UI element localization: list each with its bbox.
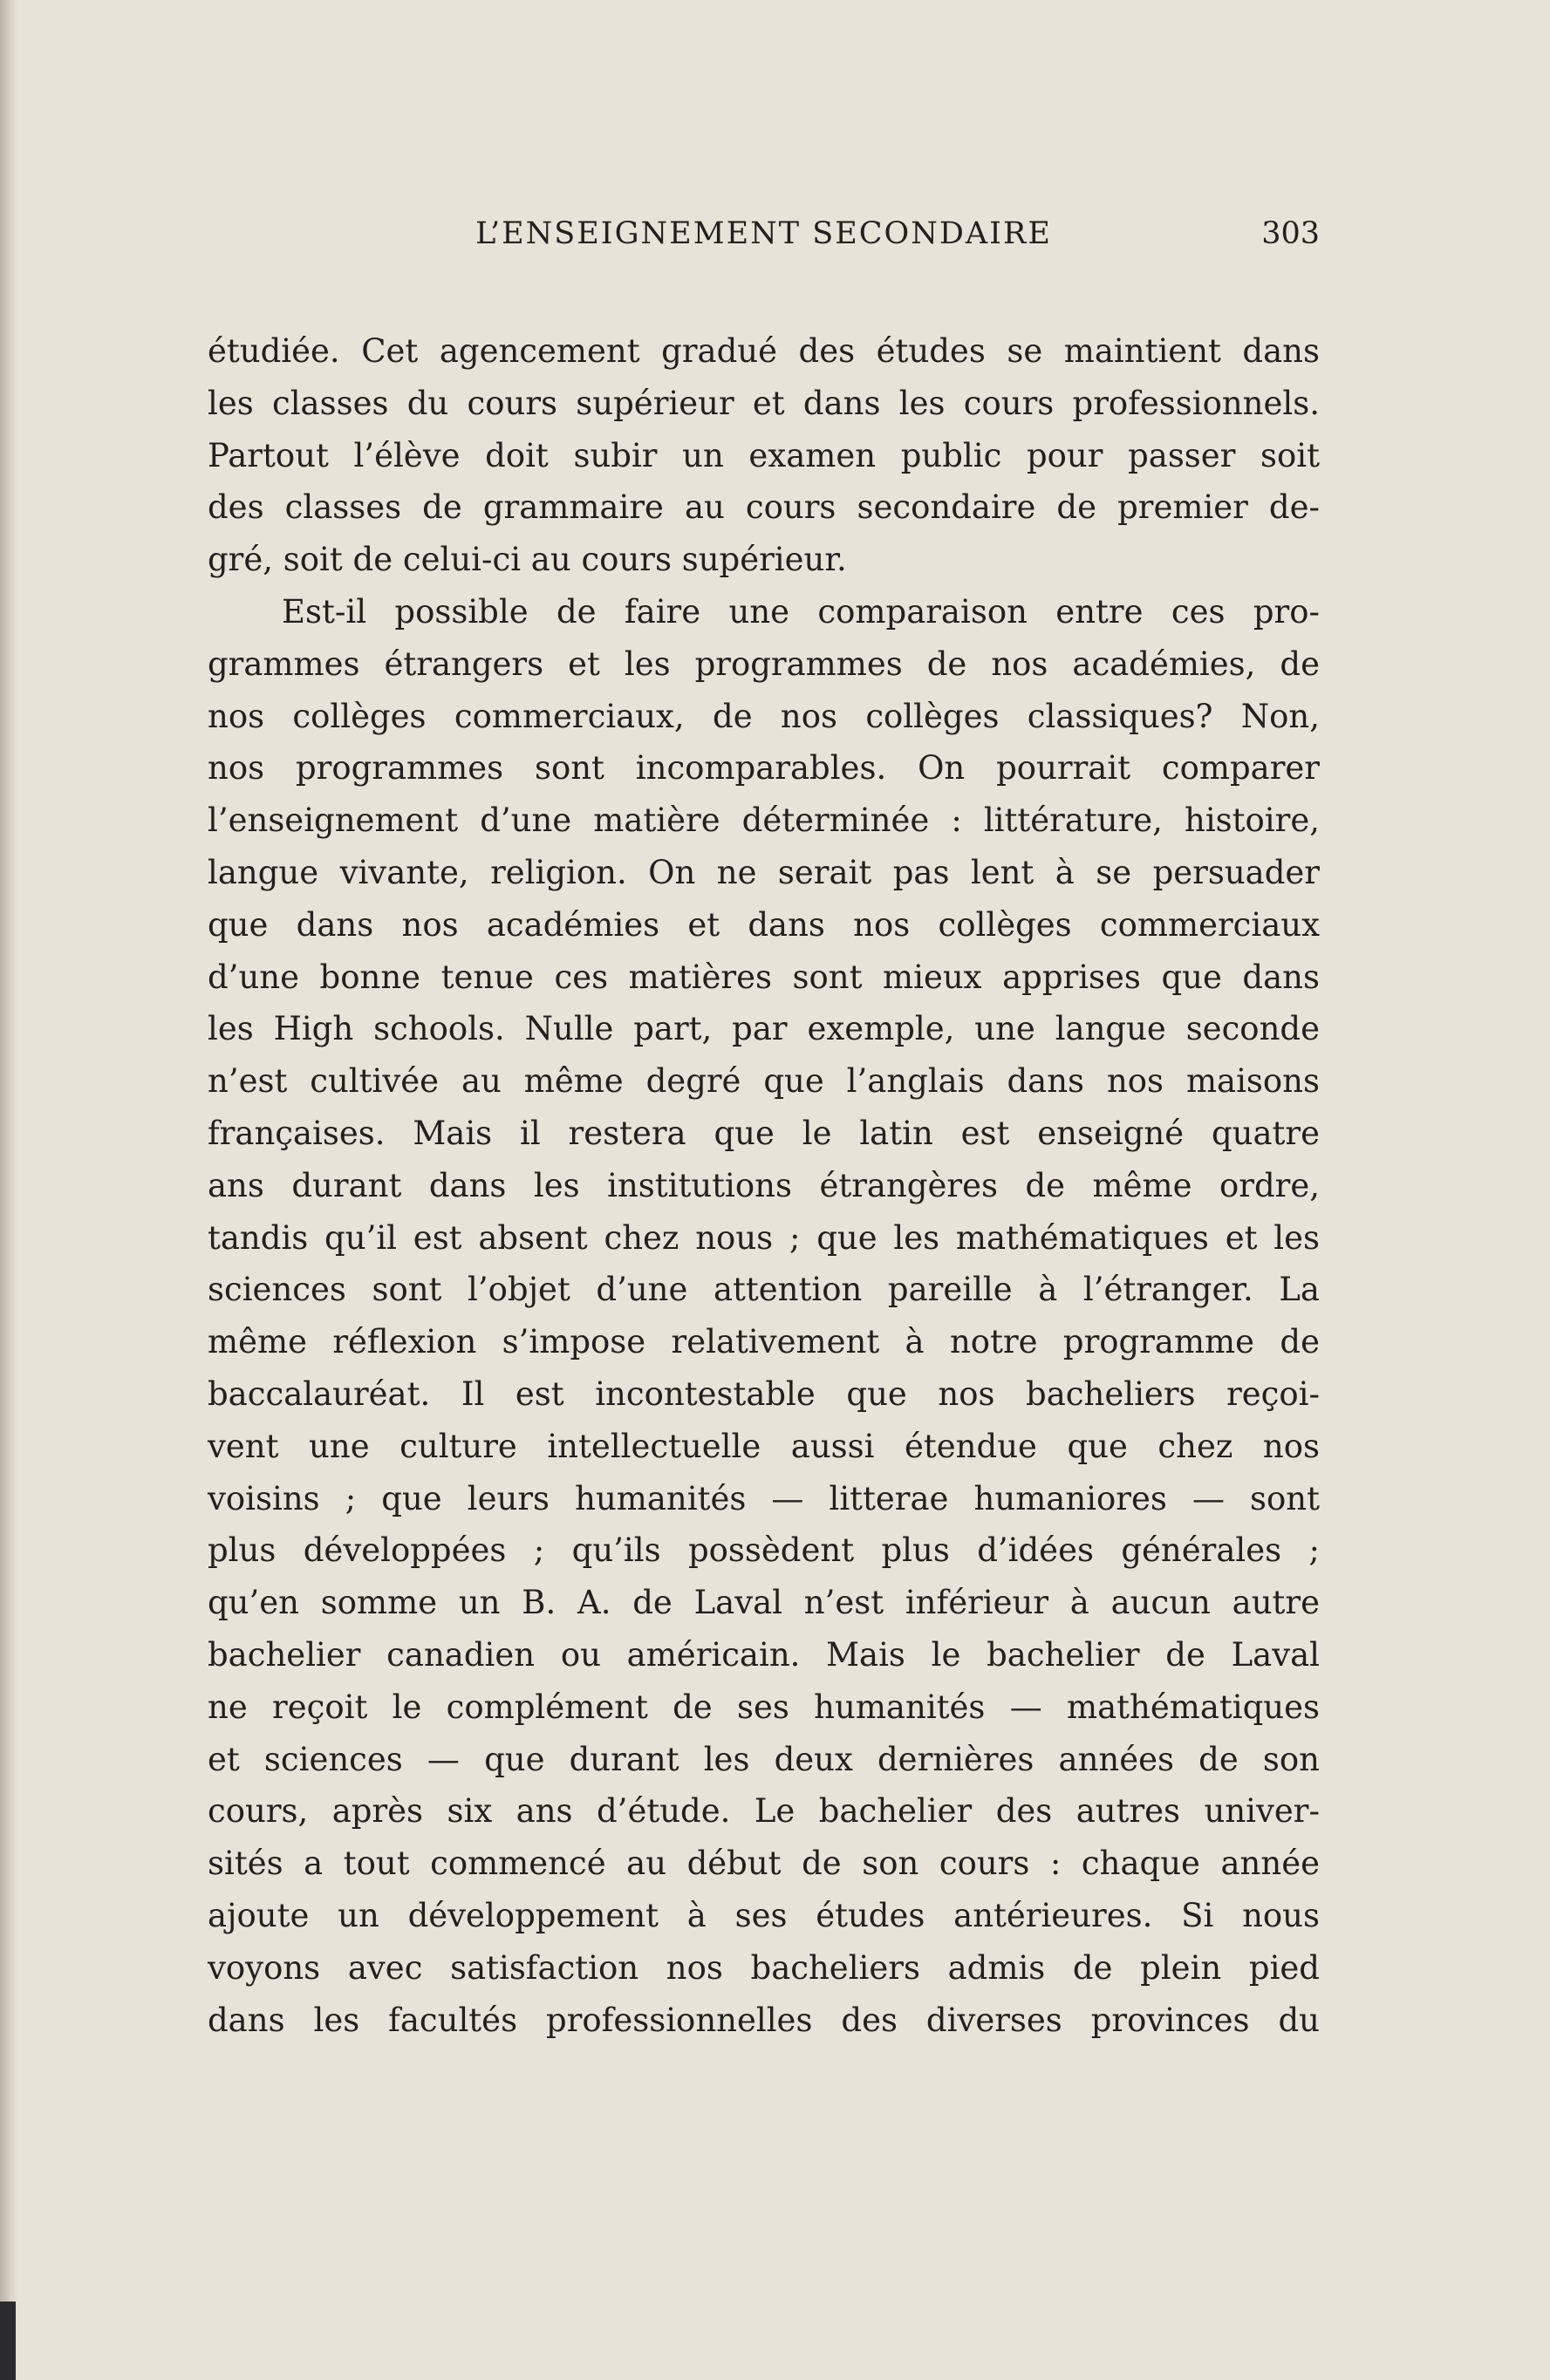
- text-line: plus développées ; qu’ils possèdent plus d’idées générales ;: [208, 1531, 1320, 1570]
- text-block: [208, 325, 1320, 2046]
- text-line: dans les facultés professionnelles des diverses provinces du: [208, 2001, 1320, 2039]
- text-line: gré, soit de celui-ci au cours supérieur.: [208, 541, 847, 579]
- text-line: ajoute un développement à ses études antérieures. Si nous: [208, 1896, 1320, 1934]
- text-line: d’une bonne tenue ces matières sont mieux apprises que dans: [208, 958, 1320, 996]
- text-line: bachelier canadien ou américain. Mais le bachelier de Laval: [208, 1635, 1320, 1674]
- text-line: qu’en somme un B. A. de Laval n’est inférieur à aucun autre: [208, 1584, 1320, 1622]
- running-head: [208, 216, 1320, 269]
- text-line: les High schools. Nulle part, par exemple, une langue seconde: [208, 1010, 1320, 1048]
- text-line: que dans nos académies et dans nos collèges commerciaux: [208, 905, 1320, 944]
- text-line: baccalauréat. Il est incontestable que nos bacheliers reçoi-: [208, 1374, 1320, 1413]
- text-line: cours, après six ans d’étude. Le bachelier des autres univer-: [208, 1792, 1320, 1831]
- text-line: nos programmes sont incomparables. On pourrait comparer: [208, 749, 1320, 788]
- text-line: étudiée. Cet agencement gradué des études se maintient dans: [208, 332, 1320, 370]
- text-line: françaises. Mais il restera que le latin est enseigné quatre: [208, 1114, 1320, 1152]
- text-line: des classes de grammaire au cours secondaire de premier de-: [208, 488, 1320, 527]
- text-line: ans durant dans les institutions étrangères de même ordre,: [208, 1166, 1320, 1204]
- text-line: grammes étrangers et les programmes de nos académies, de: [208, 644, 1320, 683]
- page-number: 303: [1261, 216, 1320, 251]
- page-shadow: [0, 2302, 16, 2380]
- running-title: L’ENSEIGNEMENT SECONDAIRE: [475, 216, 1052, 251]
- text-line: tandis qu’il est absent chez nous ; que les mathématiques et les: [208, 1218, 1320, 1257]
- text-line: et sciences — que durant les deux dernières années de son: [208, 1740, 1320, 1778]
- text-line: vent une culture intellectuelle aussi étendue que chez nos: [208, 1427, 1320, 1465]
- page-edge: [0, 0, 17, 2380]
- text-line: ne reçoit le complément de ses humanités — mathématiques: [208, 1688, 1320, 1726]
- text-line: même réflexion s’impose relativement à notre programme de: [208, 1323, 1320, 1361]
- text-line: n’est cultivée au même degré que l’anglais dans nos maisons: [208, 1062, 1320, 1101]
- text-line: sités a tout commencé au début de son cours : chaque année: [208, 1845, 1320, 1883]
- text-line: Partout l’élève doit subir un examen public pour passer soit: [208, 436, 1320, 474]
- text-line: nos collèges commerciaux, de nos collèges classiques? Non,: [208, 697, 1320, 735]
- text-line: langue vivante, religion. On ne serait pas lent à se persuader: [208, 853, 1320, 891]
- text-line: sciences sont l’objet d’une attention pareille à l’étranger. La: [208, 1271, 1320, 1309]
- text-line: l’enseignement d’une matière déterminée : littérature, histoire,: [208, 801, 1320, 840]
- text-line: les classes du cours supérieur et dans les cours professionnels.: [208, 384, 1320, 422]
- text-line: voyons avec satisfaction nos bacheliers admis de plein pied: [208, 1948, 1320, 1987]
- text-line: Est-il possible de faire une comparaison entre ces pro-: [282, 592, 1320, 631]
- text-line: voisins ; que leurs humanités — litterae humaniores — sont: [208, 1479, 1320, 1517]
